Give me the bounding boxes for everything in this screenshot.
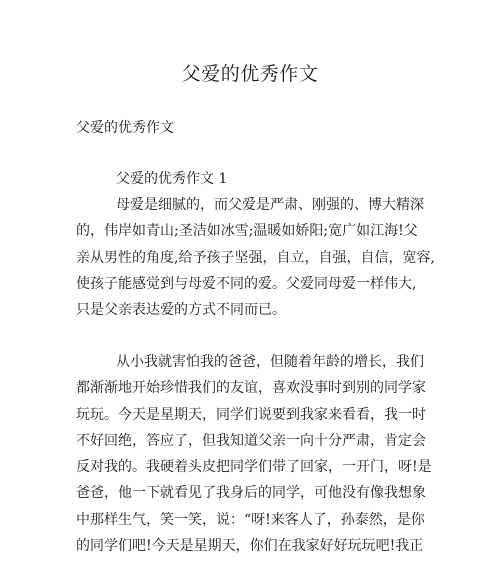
paragraph-line: 从小我就害怕我的爸爸，但随着年龄的增长，我们 xyxy=(116,354,424,370)
paragraph-line: 爸爸，他一下就看见了我身后的同学，可他没有像我想象 xyxy=(76,485,426,502)
paragraph-line: 使孩子能感觉到与母爱不同的爱。父爱同母爱一样伟大, xyxy=(76,275,417,292)
paragraph-line: 玩玩。今天是星期天，同学们说要到我家来看看，我一时 xyxy=(76,406,426,423)
paragraph-line: 反对我的。我硬着头皮把同学们带了回家，一开门，呀!是 xyxy=(76,459,432,476)
paragraph-1 xyxy=(76,192,435,323)
document-subtitle: 父爱的优秀作文 xyxy=(76,120,174,136)
document-title: 父爱的优秀作文 xyxy=(181,63,319,85)
paragraph-line: 母爱是细腻的，而父爱是严肃、刚强的、博大精深 xyxy=(116,197,424,213)
paragraph-2 xyxy=(76,349,432,559)
paragraph-line: 的，伟岸如青山;圣洁如冰雪;温暖如娇阳;宽广如江海!父 xyxy=(76,223,418,240)
section-heading-block xyxy=(76,166,432,192)
paragraph-line: 都渐渐地开始珍惜我们的友谊，喜欢没事时到别的同学家 xyxy=(76,380,426,397)
section-heading: 父爱的优秀作文 1 xyxy=(116,171,228,187)
paragraph-line: 的同学们吧!今天是星期天，你们在我家好好玩玩吧!我正 xyxy=(76,538,424,555)
paragraph-line: 不好回绝，答应了，但我知道父亲一向十分严肃，肯定会 xyxy=(76,432,426,449)
paragraph-line: 只是父亲表达爱的方式不同而已。 xyxy=(76,302,286,319)
paragraph-line: 亲从男性的角度,给予孩子坚强，自立，自强，自信，宽容, xyxy=(76,249,435,266)
paragraph-line: 中那样生气，笑一笑，说：“呀!来客人了，孙泰然，是你 xyxy=(76,511,425,528)
